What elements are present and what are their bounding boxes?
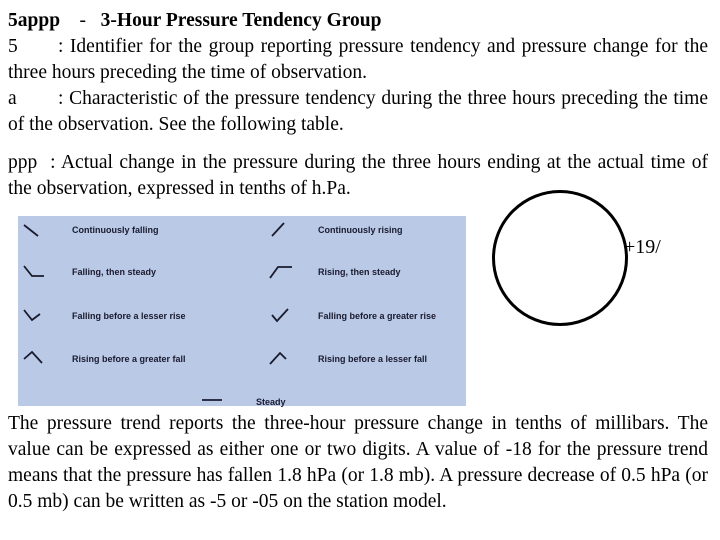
legend-label: Rising before a lesser fall bbox=[318, 354, 428, 364]
legend-label: Falling before a greater rise bbox=[318, 311, 437, 321]
definition-ppp bbox=[8, 150, 708, 202]
tendency-legend-table bbox=[18, 216, 466, 406]
station-model-pressure-value: +19/ bbox=[624, 236, 661, 258]
legend-label: Falling before a lesser rise bbox=[72, 311, 186, 321]
group-code: 5appp bbox=[8, 10, 61, 31]
section-heading bbox=[8, 8, 708, 34]
definition-text: : Identifier for the group reporting pressure tendency and pressure change for the three hours preceding the time of observation. bbox=[8, 36, 708, 83]
tendency-steady-icon bbox=[200, 388, 224, 408]
tendency-falling-greater-rise-icon bbox=[268, 306, 292, 326]
definition-a bbox=[8, 86, 708, 138]
definition-key: 5 bbox=[8, 36, 18, 57]
heading-title: 3-Hour Pressure Tendency Group bbox=[100, 10, 382, 31]
definition-key: ppp bbox=[8, 152, 38, 173]
tendency-rising-lesser-fall-icon bbox=[268, 349, 292, 369]
definition-key: a bbox=[8, 88, 17, 109]
tendency-falling-then-steady-icon bbox=[22, 262, 46, 282]
station-model-circle bbox=[492, 190, 628, 326]
heading-dash: - bbox=[79, 10, 87, 31]
legend-label: Steady bbox=[256, 397, 286, 407]
tendency-continuously-falling-icon bbox=[22, 220, 44, 240]
legend-label: Continuously rising bbox=[318, 225, 403, 235]
definition-text: : Characteristic of the pressure tendency during the three hours preceding the time of the observation. See the following table. bbox=[8, 88, 708, 135]
tendency-rising-then-steady-icon bbox=[268, 262, 296, 282]
legend-label: Continuously falling bbox=[72, 225, 159, 235]
legend-item bbox=[200, 388, 320, 408]
definition-5 bbox=[8, 34, 708, 86]
tendency-falling-lesser-rise-icon bbox=[22, 306, 46, 326]
legend-label: Falling, then steady bbox=[72, 267, 157, 277]
tendency-continuously-rising-icon bbox=[268, 220, 290, 240]
tendency-rising-greater-fall-icon bbox=[22, 349, 46, 369]
legend-label: Rising, then steady bbox=[318, 267, 401, 277]
definition-text: : Actual change in the pressure during the three hours ending at the actual time of the observation, expressed in tenths of h.Pa. bbox=[8, 152, 708, 199]
legend-label: Rising before a greater fall bbox=[72, 354, 186, 364]
trend-explanation: The pressure trend reports the three-hour pressure change in tenths of millibars. The value can be expressed as either one or two digits. A value of -18 for the pressure trend means that the pressure has fallen 1.8 hPa (or 1.8 mb). A pressure decrease of 0.5 hPa (or 0.5 mb) can be written as -5 or -05 on the station model. bbox=[8, 413, 708, 512]
